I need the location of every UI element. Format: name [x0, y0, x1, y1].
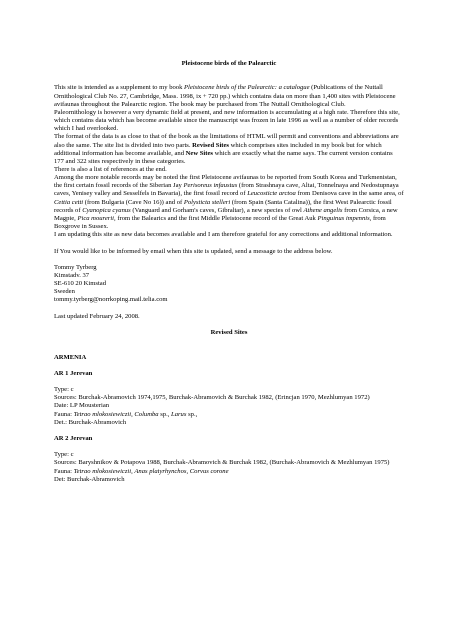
new-sites-term: New Sites: [185, 149, 213, 157]
species-name: Pinguinus impennis: [317, 214, 370, 222]
document-title: Pleistocene birds of the Palearctic: [181, 60, 277, 67]
intro-text: (from Spain (Santa Catalina)), the first West Palearctic fossil records of: [54, 198, 392, 214]
species-name: Cyanopica cyanus: [82, 206, 131, 214]
species-name: Perisoreus infaustus: [183, 182, 238, 190]
intro-text: (Publications of the Nuttall Ornithological Club No. 27, Cambridge, Mass. 1998, ix + 720 pp.) which contains data on more than 1,400 sites with Pleistocene avifaunas throughout the Palearctic region. The book may be purchased from The Nuttall Ornithological Club.: [54, 84, 396, 108]
document-page: [54, 60, 404, 484]
contact-street: Kimstadv. 37: [54, 272, 90, 280]
site-date: Date: LP Mousterian: [54, 402, 110, 410]
site-sources: Sources: Burchak-Abramovich 1974,1975, Burchak-Abramovich & Burchak 1982, (Erincjan 1970, Mezhlumyan 1972): [54, 394, 370, 402]
intro-paragraph-7: If You would like to be informed by email when this site is updated, send a message to the address below.: [54, 247, 333, 255]
species-name: Cettia cetti: [54, 198, 84, 206]
site-entry: [54, 435, 404, 484]
intro-text: , from Boxgrove in Sussex.: [54, 214, 386, 231]
intro-text: (from Strashnaya cave, Altai, Tonnelnaya and Nedostupnaya caves, Yenisey valley and Sesselfels in Bavaria), the first fossil record of: [54, 182, 399, 198]
intro-text: , from the Balearics and the first Middle Pleistocene record of the Great Auk: [114, 214, 318, 222]
fauna-separator: sp.,: [186, 410, 198, 418]
intro-paragraph-1: [54, 84, 404, 108]
species-name: Tetrao mlokosiewiczii: [73, 467, 132, 475]
species-name: Pica mourerii: [77, 214, 115, 222]
fauna-separator: sp.,: [158, 410, 172, 418]
intro-text: Among the more notable records may be noted the first Pleistocene avifaunas to be reported from South Korea and Turkmenistan, the first certain fossil records of the Siberian Jay: [54, 174, 397, 190]
species-name: Corvus corone: [189, 467, 229, 475]
species-name: Leucosticte arctoa: [247, 190, 296, 198]
intro-paragraph-2: Paleornithology is however a very dynamic field at present, and new information is accumulating at a high rate. Therefore this site, which contains data which has become available since the manuscript was frozen in late 1996 as well as a number of older records which I had overlooked.: [54, 108, 400, 133]
intro-text: (from Bulgaria (Cave No 16)) and of: [83, 198, 184, 206]
site-heading: AR 2 Jerevan: [54, 435, 93, 443]
contact-country: Sweden: [54, 288, 75, 296]
fauna-separator: ,: [131, 410, 135, 418]
contact-email[interactable]: tommy.tyrberg@norrkoping.mail.telia.com: [54, 296, 168, 304]
intro-text: which are exactly what the name says. The current version contains 177 and 322 sites respectively in these categories.: [54, 149, 393, 165]
site-det: Det: Burchak-Abramovich: [54, 475, 125, 483]
intro-text: The format of the data is as close to that of the book as the limitations of HTML will permit and conventions and abbreviations are also the same. The site list is divided into two parts.: [54, 133, 399, 149]
contact-name: Tommy Tyrberg: [54, 263, 97, 271]
site-type: Type: c: [54, 451, 74, 459]
fauna-separator: ,: [131, 467, 135, 475]
site-fauna: [54, 468, 404, 476]
species-name: Larus: [171, 410, 187, 418]
intro-text: from Corsica, a new Magpie,: [54, 206, 398, 222]
species-name: Polysticta stelleri: [183, 198, 231, 206]
intro-paragraph-4: There is also a list of references at the end.: [54, 166, 167, 174]
contact-address: [54, 264, 404, 305]
site-det: Det.: Burchak-Abramovich: [54, 418, 127, 426]
site-fauna: [54, 411, 404, 419]
site-sources: Sources: Baryshnikov & Potapova 1988, Burchak-Abramovich & Burchak 1982, (Burchak-Abramovich & Mezhlumyan 1975): [54, 459, 390, 467]
revised-sites-term: Revised Sites: [192, 141, 229, 149]
country-heading: ARMENIA: [54, 353, 87, 361]
intro-text: from Denisova cave in the same area, of: [295, 190, 404, 198]
species-name: Columba: [134, 410, 159, 418]
species-name: Anas platyrhynchos: [134, 467, 187, 475]
section-heading: Revised Sites: [210, 329, 248, 337]
intro-paragraph-3: [54, 133, 404, 166]
fauna-label: Fauna:: [54, 410, 74, 418]
fauna-label: Fauna:: [54, 467, 74, 475]
fauna-separator: ,: [186, 467, 190, 475]
site-type: Type: c: [54, 386, 74, 394]
intro-paragraph-6: I am updating this site as new data becomes available and I am therefore grateful for any corrections and additional information.: [54, 231, 393, 239]
intro-text: (Vanguard and Gorham's caves, Gibraltar), a new species of owl: [130, 206, 304, 214]
intro-paragraph-5: [54, 174, 404, 231]
contact-postal: SE-610 20 Kimstad: [54, 280, 107, 288]
last-updated: Last updated February 24, 2008.: [54, 312, 140, 320]
species-name: Athene angelis: [303, 206, 343, 214]
site-heading: AR 1 Jerevan: [54, 369, 93, 377]
book-title: Pleistocene birds of the Palearctic: a catalogue: [184, 84, 310, 92]
intro-text: which comprises sites included in my book but for which additional information has become available, and: [54, 141, 382, 157]
site-entry: [54, 370, 404, 427]
intro-text: This site is intended as a supplement to my book: [54, 84, 185, 92]
species-name: Tetrao mlokosiewiczii: [73, 410, 132, 418]
